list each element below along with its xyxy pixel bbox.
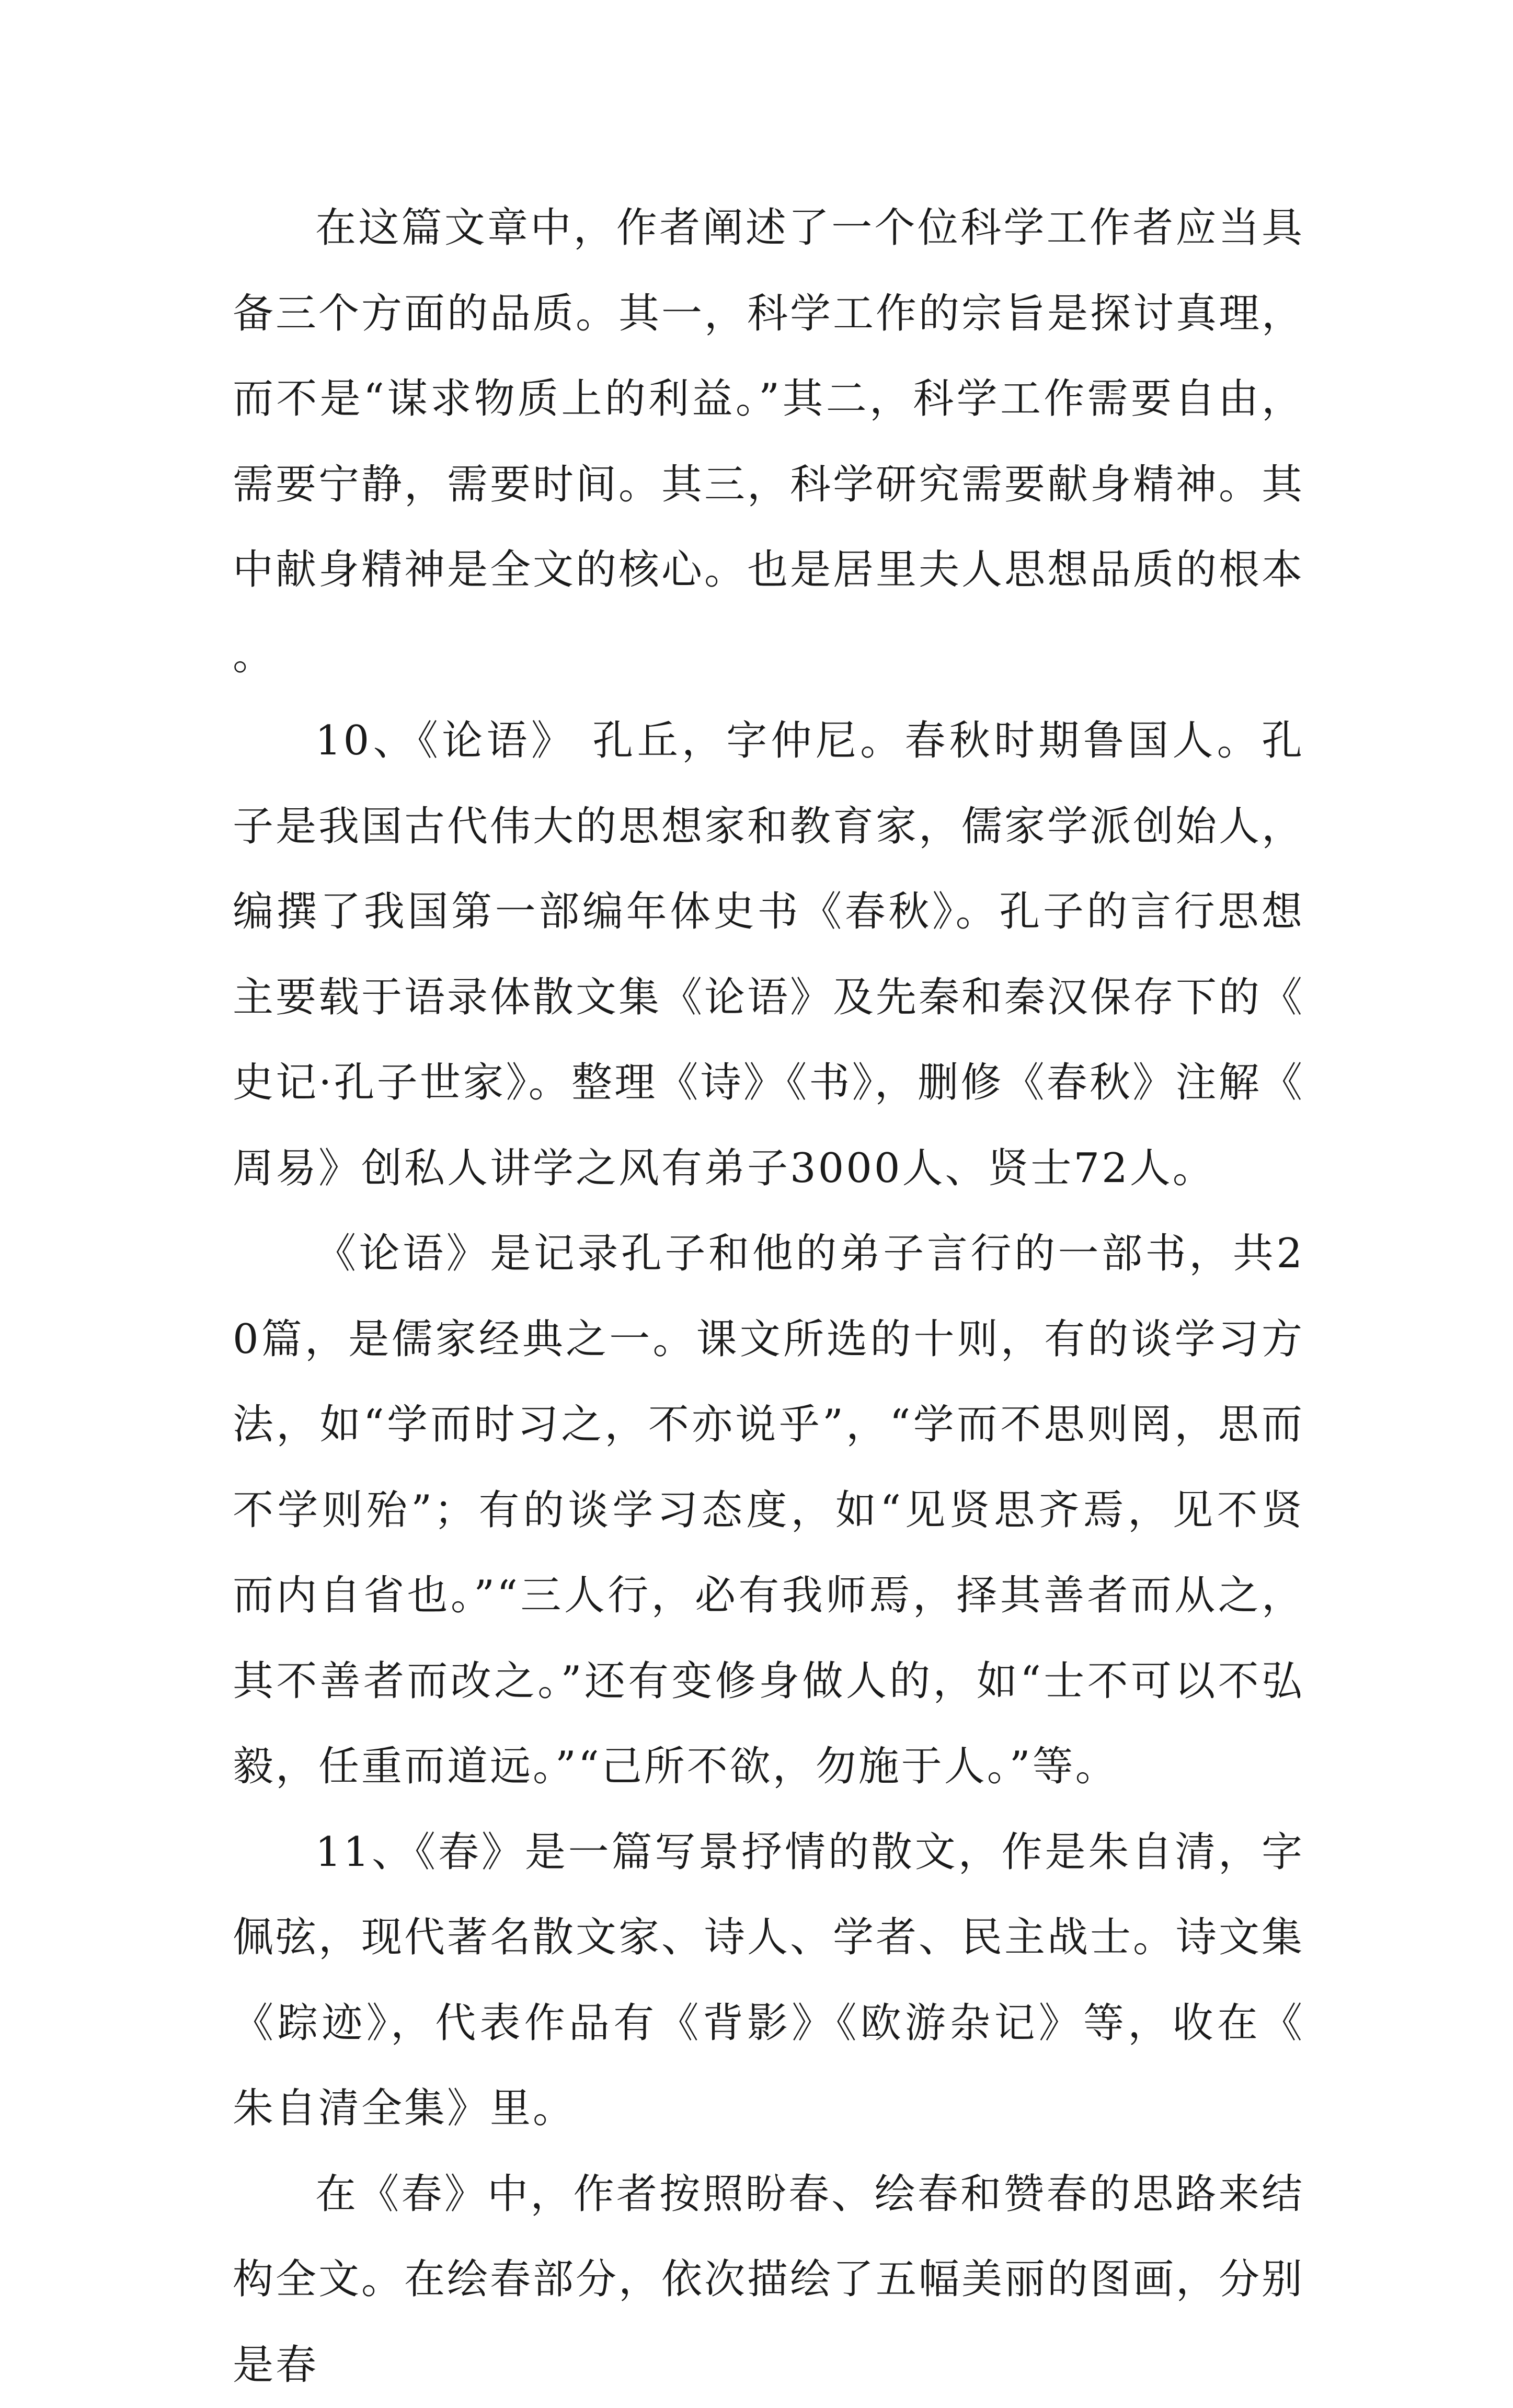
paragraph-analects-content: 《论语》是记录孔子和他的弟子言行的一部书，共20篇，是儒家经典之一。课文所选的十则，有的谈学习方法，如“学而时习之，不亦说乎”，“学而不思则罔，思而不学则殆”；有的谈学习态度，如“见贤思齐焉，见不贤而内自省也。”“三人行，必有我师焉，择其善者而从之，其不善者而改之。”还有变修身做人的，如“士不可以不弘毅，任重而道远。”“己所不欲，勿施于人。”等。 <box>233 1211 1304 1810</box>
paragraph-spring-author: 11、《春》是一篇写景抒情的散文，作是朱自清，字佩弦，现代著名散文家、诗人、学者、民主战士。诗文集《踪迹》，代表作品有《背影》《欧游杂记》等，收在《朱自清全集》里。 <box>233 1810 1304 2152</box>
paragraph-spring-structure: 在《春》中，作者按照盼春、绘春和赞春的思路来结构全文。在绘春部分，依次描绘了五幅美丽的图画，分别是春 <box>233 2152 1304 2408</box>
paragraph-analects-author: 10、《论语》 孔丘，字仲尼。春秋时期鲁国人。孔子是我国古代伟大的思想家和教育家，儒家学派创始人，编撰了我国第一部编年体史书《春秋》。孔子的言行思想主要载于语录体散文集《论语》及先秦和秦汉保存下的《史记·孔子世家》。整理《诗》《书》，删修《春秋》注解《周易》创私人讲学之风有弟子3000人、贤士72人。 <box>233 698 1304 1211</box>
paragraph-curie-summary: 在这篇文章中，作者阐述了一个位科学工作者应当具备三个方面的品质。其一，科学工作的宗旨是探讨真理，而不是“谋求物质上的利益。”其二，科学工作需要自由，需要宁静，需要时间。其三，科学研究需要献身精神。其中献身精神是全文的核心。也是居里夫人思想品质的根本。 <box>233 186 1304 698</box>
document-body <box>233 186 1304 2408</box>
